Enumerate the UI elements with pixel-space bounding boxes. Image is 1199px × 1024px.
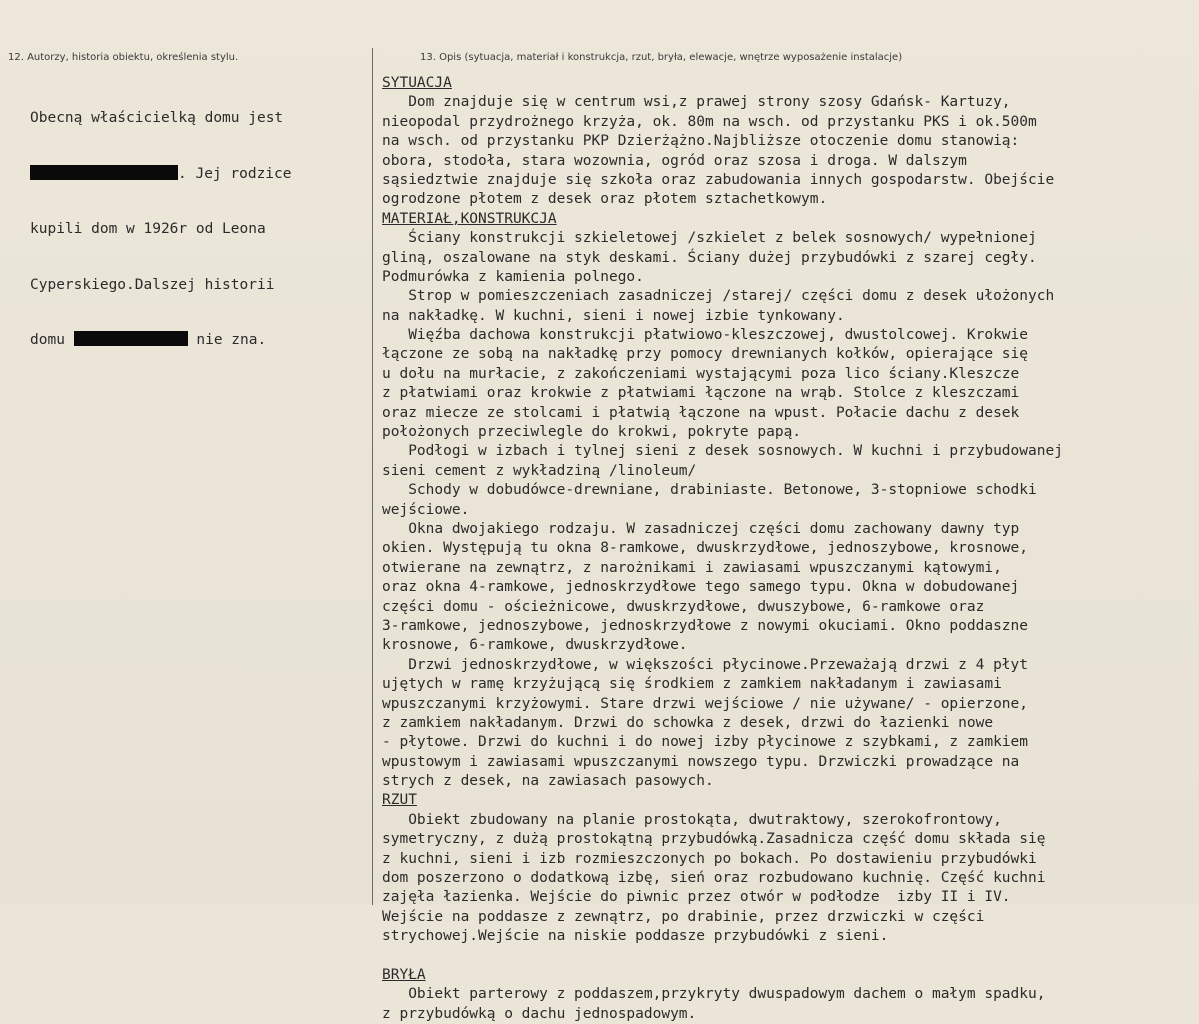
text-line: strychowej.Wejście na niskie poddasze przybudówki z sieni. — [382, 928, 889, 945]
text-line: Podmurówka z kamienia polnego. — [382, 268, 644, 285]
section-body-material — [382, 229, 1194, 791]
text-line: okien. Występują tu okna 8-ramkowe, dwuskrzydłowe, jednoszybowe, krosnowe, — [382, 540, 1029, 557]
text-line: z płatwiami oraz krokwie z płatwiami łączone na wrąb. Stolce z kleszczami — [382, 385, 1020, 402]
section-spacer — [382, 947, 1194, 966]
text-line: 3-ramkowe, jednoszybowe, jednoskrzydłowe z nowymi okuciami. Okno poddaszne — [382, 617, 1029, 634]
text-line: sieni cement z wykładziną /linoleum/ — [382, 462, 697, 479]
text-line: Obiekt parterowy z poddaszem,przykryty dwuspadowym dachem o małym spadku, — [382, 986, 1046, 1003]
text-line: symetryczny, z dużą prostokątną przybudówką.Zasadnicza część domu składa się — [382, 831, 1046, 848]
text-line: na wsch. od przystanku PKP Dzierżążno.Najbliższe otoczenie domu stanowią: — [382, 133, 1020, 150]
section-body-bryla — [382, 985, 1194, 1024]
history-line-text: kupili dom w 1926r od Leona — [30, 221, 266, 237]
text-line: Drzwi jednoskrzydłowe, w większości płycinowe.Przeważają drzwi z 4 płyt — [382, 656, 1029, 673]
text-line: oraz miecze ze stolcami i płatwią łączone na wpust. Połacie dachu z desek — [382, 404, 1020, 421]
text-line: oraz okna 4-ramkowe, jednoskrzydłowe tego samego typu. Okna w dobudowanej — [382, 579, 1020, 596]
text-line: Obiekt zbudowany na planie prostokąta, dwutraktowy, szerokofrontowy, — [382, 811, 1002, 828]
text-line: wpuszczanymi krzyżowymi. Stare drzwi wejściowe / nie używane/ - opierzone, — [382, 695, 1029, 712]
section-body-sytuacja — [382, 93, 1194, 209]
history-line — [30, 109, 360, 128]
text-line: Wejście na poddasze z zewnątrz, po drabinie, przez drzwiczki w części — [382, 908, 985, 925]
text-line: otwierane na zewnątrz, z narożnikami i zawiasami wpuszczanymi kątowymi, — [382, 559, 1002, 576]
description-text — [382, 74, 1194, 1024]
text-line: położonych przeciwlegle do krokwi, pokryte papą. — [382, 424, 802, 441]
text-line: zajęła łazienka. Wejście do piwnic przez otwór w podłodze izby II i IV. — [382, 889, 1011, 906]
text-line: nieopodal przydrożnego krzyża, ok. 80m na wsch. od przystanku PKS i ok.500m — [382, 113, 1037, 130]
text-line: dom poszerzono o dodatkową izbę, sień oraz rozbudowano kuchnię. Część kuchni — [382, 870, 1046, 887]
history-line-text: nie zna. — [196, 332, 267, 348]
text-line: Dom znajduje się w centrum wsi,z prawej strony szosy Gdańsk- Kartuzy, — [382, 94, 1011, 111]
text-line: na nakładkę. W kuchni, sieni i nowej izbie tynkowany. — [382, 307, 845, 324]
text-line: gliną, oszalowane na styk deskami. Ściany dużej przybudówki z szarej cegły. — [382, 249, 1037, 266]
history-line — [30, 165, 360, 184]
history-line-text: . Jej rodzice — [178, 165, 292, 182]
text-line: z kuchni, sieni i izb rozmieszczonych po bokach. Po dostawieniu przybudówki — [382, 850, 1037, 867]
field-12-label: 12. Autorzy, historia obiektu, określenia stylu. — [8, 52, 239, 63]
text-line: części domu - ościeżnicowe, dwuskrzydłowe, dwuszybowe, 6-ramkowe oraz — [382, 598, 985, 615]
text-line: ogrodzone płotem z desek oraz płotem sztachetkowym. — [382, 191, 828, 208]
text-line: Podłogi w izbach i tylnej sieni z desek sosnowych. W kuchni i przybudowanej — [382, 443, 1063, 460]
redaction-bar — [30, 165, 178, 180]
text-line: obora, stodoła, stara wozownia, ogród oraz szosa i droga. W dalszym — [382, 152, 967, 169]
text-line: z przybudówką o dachu jednospadowym. — [382, 1005, 697, 1022]
text-line: Ściany konstrukcji szkieletowej /szkielet z belek sosnowych/ wypełnionej — [382, 230, 1037, 247]
text-line: sąsiedztwie znajduje się szkoła oraz zabudowania innych gospodarstw. Obejście — [382, 171, 1055, 188]
text-line: - płytowe. Drzwi do kuchni i do nowej izby płycinowe z szybkami, z zamkiem — [382, 734, 1029, 751]
history-text — [30, 72, 360, 387]
section-heading-sytuacja: SYTUACJA — [382, 75, 452, 91]
section-body-rzut — [382, 811, 1194, 947]
text-line: ujętych w ramę krzyżującą się środkiem z zamkiem nakładanym i zawiasami — [382, 676, 1002, 693]
history-line — [30, 331, 360, 350]
text-line: Strop w pomieszczeniach zasadniczej /starej/ części domu z desek ułożonych — [382, 288, 1055, 305]
section-heading-material: MATERIAŁ,KONSTRUKCJA — [382, 210, 557, 227]
history-line — [30, 220, 360, 239]
text-line: Okna dwojakiego rodzaju. W zasadniczej części domu zachowany dawny typ — [382, 520, 1020, 537]
redaction-bar — [74, 331, 188, 346]
column-divider — [372, 48, 373, 905]
history-line — [30, 276, 360, 295]
text-line: Więźba dachowa konstrukcji płatwiowo-kleszczowej, dwustolcowej. Krokwie — [382, 327, 1029, 344]
history-line-text: Obecną właścicielką domu jest — [30, 110, 284, 126]
history-line-text: domu — [30, 332, 65, 348]
text-line: strych z desek, na zawiasach pasowych. — [382, 773, 714, 790]
field-13-label: 13. Opis (sytuacja, materiał i konstrukcja, rzut, bryła, elewacje, wnętrze wyposażenie instalacje) — [420, 52, 903, 63]
text-line: krosnowe, 6-ramkowe, dwuskrzydłowe. — [382, 637, 688, 654]
text-line: u dołu na murłacie, z zakończeniami wystającymi poza lico ściany.Kleszcze — [382, 365, 1020, 382]
history-line-text: Cyperskiego.Dalszej historii — [30, 276, 275, 293]
section-heading-rzut: RZUT — [382, 792, 417, 809]
section-heading-bryla: BRYŁA — [382, 966, 426, 983]
text-line: Schody w dobudówce-drewniane, drabiniaste. Betonowe, 3-stopniowe schodki — [382, 482, 1037, 499]
text-line: z zamkiem nakładanym. Drzwi do schowka z desek, drzwi do łazienki nowe — [382, 714, 994, 731]
text-line: wejściowe. — [382, 501, 470, 518]
text-line: łączone ze sobą na nakładkę przy pomocy drewnianych kołków, opierające się — [382, 346, 1029, 363]
text-line: wpustowym i zawiasami wpuszczanymi nowszego typu. Drzwiczki prowadzące na — [382, 753, 1020, 770]
